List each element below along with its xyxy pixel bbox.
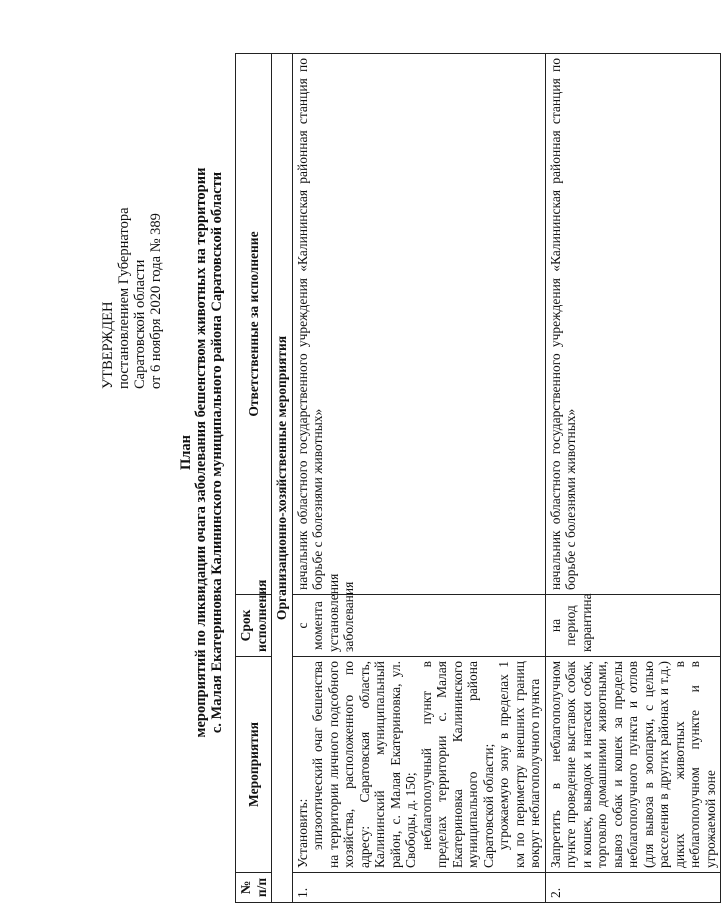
header-term: Срок исполнения [236,595,272,657]
activity-paragraph: эпизоотический очаг бешенства на территории личного подсобного хозяйства, расположенного по адресу: Саратовская область, Калининский муниципальный район, с. Малая Екатериновка, ул. Свободы, д. 150; [310,661,418,868]
approval-line-4: от 6 ноября 2020 года № 389 [148,213,164,389]
table-header-row [236,54,272,903]
row-number: 2. [545,873,721,903]
approval-line-3: Саратовской области [132,259,148,389]
subtitle-line-1: мероприятий по ликвидации очага заболевания бешенством животных на территории [193,167,209,738]
table-row [545,54,721,903]
row-term: на период карантина [545,595,721,657]
header-number: № п/п [236,873,272,903]
document-subtitle [193,60,225,845]
document-title: План [178,434,194,471]
row-number: 1. [292,873,545,903]
activity-paragraph: Запретить в неблагополучном пункте проведение выставок собак и кошек, выводок и натаски собак, торговлю домашними животными, вывоз собак и кошек за пределы неблагополучного пункта и отлов (для вывоза в зоопарки, с целью расселения в других районах и т.д.) диких животных в неблагополучном пункте и в угрожаемой зоне [547,661,718,868]
row-responsible: начальник областного государственного учреждения «Калининская районная станция по борьбе с болезнями животных» [545,54,721,595]
row-term: с момента установления заболевания [292,595,545,657]
approval-line-1: УТВЕРЖДЕН [100,301,116,389]
section-title: Организационно-хозяйственные мероприятия [272,54,293,903]
table-row [292,54,545,903]
measures-table [235,53,721,903]
section-row [272,54,293,903]
subtitle-line-2: с. Малая Екатериновка Калининского муниципального района Саратовской области [209,171,225,734]
row-activity [545,657,721,873]
header-activity: Мероприятия [236,657,272,873]
approval-stamp [100,207,164,389]
approval-line-2: постановлением Губернатора [116,207,132,389]
activity-paragraph: Установить: [294,798,310,868]
activity-paragraph: угрожаемую зону в пределах 1 км по периметру внешних границ вокруг неблагополучного пункта [496,661,542,868]
row-responsible: начальник областного государственного учреждения «Калининская районная станция по борьбе с болезнями животных» [292,54,545,595]
row-activity [292,657,545,873]
activity-paragraph: неблагополучный пункт в пределах территории с. Малая Екатериновка Калининского муниципального района Саратовской области; [418,661,496,868]
header-responsible: Ответственные за исполнение [236,54,272,595]
